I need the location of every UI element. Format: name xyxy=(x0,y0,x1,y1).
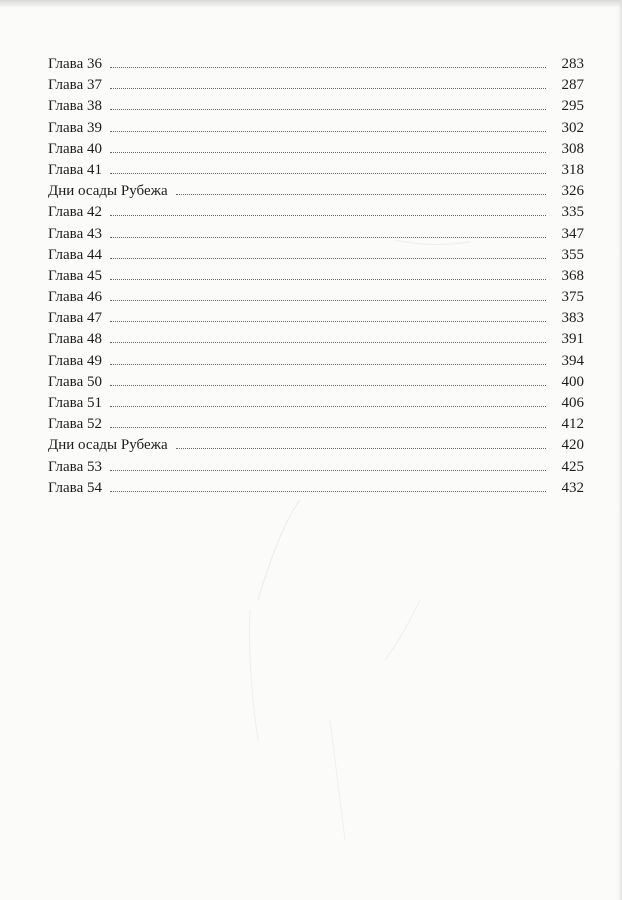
toc-entry-title: Глава 43 xyxy=(48,225,102,242)
toc-entry-page-number: 383 xyxy=(561,310,584,327)
dot-leader xyxy=(110,300,546,301)
toc-entry[interactable] xyxy=(48,224,584,245)
toc-entry[interactable] xyxy=(48,308,584,329)
toc-entry-page-number: 420 xyxy=(561,437,584,454)
toc-entry[interactable] xyxy=(48,329,584,350)
toc-entry[interactable] xyxy=(48,435,584,456)
toc-entry-page-number: 302 xyxy=(561,119,584,136)
toc-entry-page-number: 391 xyxy=(561,331,584,348)
toc-entry-page-number: 295 xyxy=(561,98,584,115)
dot-leader xyxy=(110,491,546,492)
toc-entry-title: Глава 42 xyxy=(48,204,102,221)
toc-entry-page-number: 412 xyxy=(561,416,584,433)
toc-entry-page-number: 355 xyxy=(561,246,584,263)
dot-leader xyxy=(110,342,546,343)
toc-entry-title: Глава 36 xyxy=(48,56,102,72)
toc-entry-page-number: 368 xyxy=(561,267,584,284)
toc-entry-title: Глава 39 xyxy=(48,119,102,136)
toc-entry[interactable] xyxy=(48,372,584,393)
toc-entry-title: Глава 45 xyxy=(48,267,102,284)
toc-entry-title: Дни осады Рубежа xyxy=(48,183,168,200)
dot-leader xyxy=(110,173,546,174)
toc-entry-page-number: 375 xyxy=(561,289,584,306)
toc-entry-title: Дни осады Рубежа xyxy=(48,437,168,454)
toc-entry-page-number: 283 xyxy=(561,56,584,72)
dot-leader xyxy=(110,258,546,259)
toc-entry[interactable] xyxy=(48,75,584,96)
toc-entry[interactable] xyxy=(48,414,584,435)
dot-leader xyxy=(110,88,546,89)
toc-entry-title: Глава 37 xyxy=(48,77,102,94)
toc-entry[interactable] xyxy=(48,181,584,202)
toc-entry[interactable] xyxy=(48,478,584,499)
toc-entry[interactable] xyxy=(48,54,584,75)
toc-entry[interactable] xyxy=(48,139,584,160)
toc-entry-title: Глава 49 xyxy=(48,352,102,369)
toc-entry-title: Глава 51 xyxy=(48,395,102,411)
toc-entry-page-number: 318 xyxy=(561,161,584,178)
dot-leader xyxy=(110,152,546,153)
toc-entry-page-number: 400 xyxy=(561,373,584,390)
toc-entry-title: Глава 48 xyxy=(48,331,102,348)
dot-leader xyxy=(110,279,546,280)
dot-leader xyxy=(110,109,546,110)
toc-entry-page-number: 335 xyxy=(561,204,584,221)
toc-entry-page-number: 326 xyxy=(561,183,584,200)
dot-leader xyxy=(176,448,546,449)
toc-entry-title: Глава 54 xyxy=(48,479,102,496)
toc-entry[interactable] xyxy=(48,287,584,308)
dot-leader xyxy=(176,194,546,195)
toc-entry-page-number: 287 xyxy=(561,77,584,94)
toc-entry[interactable] xyxy=(48,351,584,372)
dot-leader xyxy=(110,321,546,322)
toc-entry[interactable] xyxy=(48,96,584,117)
dot-leader xyxy=(110,364,546,365)
toc-entry[interactable] xyxy=(48,202,584,223)
dot-leader xyxy=(110,67,546,68)
toc-entry[interactable] xyxy=(48,118,584,139)
toc-entry[interactable] xyxy=(48,393,584,414)
toc-entry-page-number: 425 xyxy=(561,458,584,475)
dot-leader xyxy=(110,215,546,216)
dot-leader xyxy=(110,427,546,428)
table-of-contents xyxy=(48,54,584,499)
toc-entry[interactable] xyxy=(48,245,584,266)
toc-entry[interactable] xyxy=(48,457,584,478)
toc-entry-page-number: 432 xyxy=(561,479,584,496)
toc-entry-page-number: 394 xyxy=(561,352,584,369)
toc-entry-page-number: 347 xyxy=(561,225,584,242)
toc-entry-title: Глава 38 xyxy=(48,98,102,115)
toc-entry-title: Глава 41 xyxy=(48,161,102,178)
toc-entry-title: Глава 44 xyxy=(48,246,102,263)
dot-leader xyxy=(110,131,546,132)
toc-entry-title: Глава 52 xyxy=(48,416,102,433)
dot-leader xyxy=(110,385,546,386)
toc-entry-page-number: 308 xyxy=(561,140,584,157)
dot-leader xyxy=(110,406,546,407)
dot-leader xyxy=(110,237,546,238)
toc-entry-title: Глава 47 xyxy=(48,310,102,327)
toc-entry-title: Глава 46 xyxy=(48,289,102,306)
toc-entry-title: Глава 50 xyxy=(48,373,102,390)
toc-entry[interactable] xyxy=(48,160,584,181)
toc-entry-title: Глава 40 xyxy=(48,140,102,157)
toc-entry-title: Глава 53 xyxy=(48,458,102,475)
toc-entry[interactable] xyxy=(48,266,584,287)
toc-entry-page-number: 406 xyxy=(561,395,584,411)
dot-leader xyxy=(110,470,546,471)
